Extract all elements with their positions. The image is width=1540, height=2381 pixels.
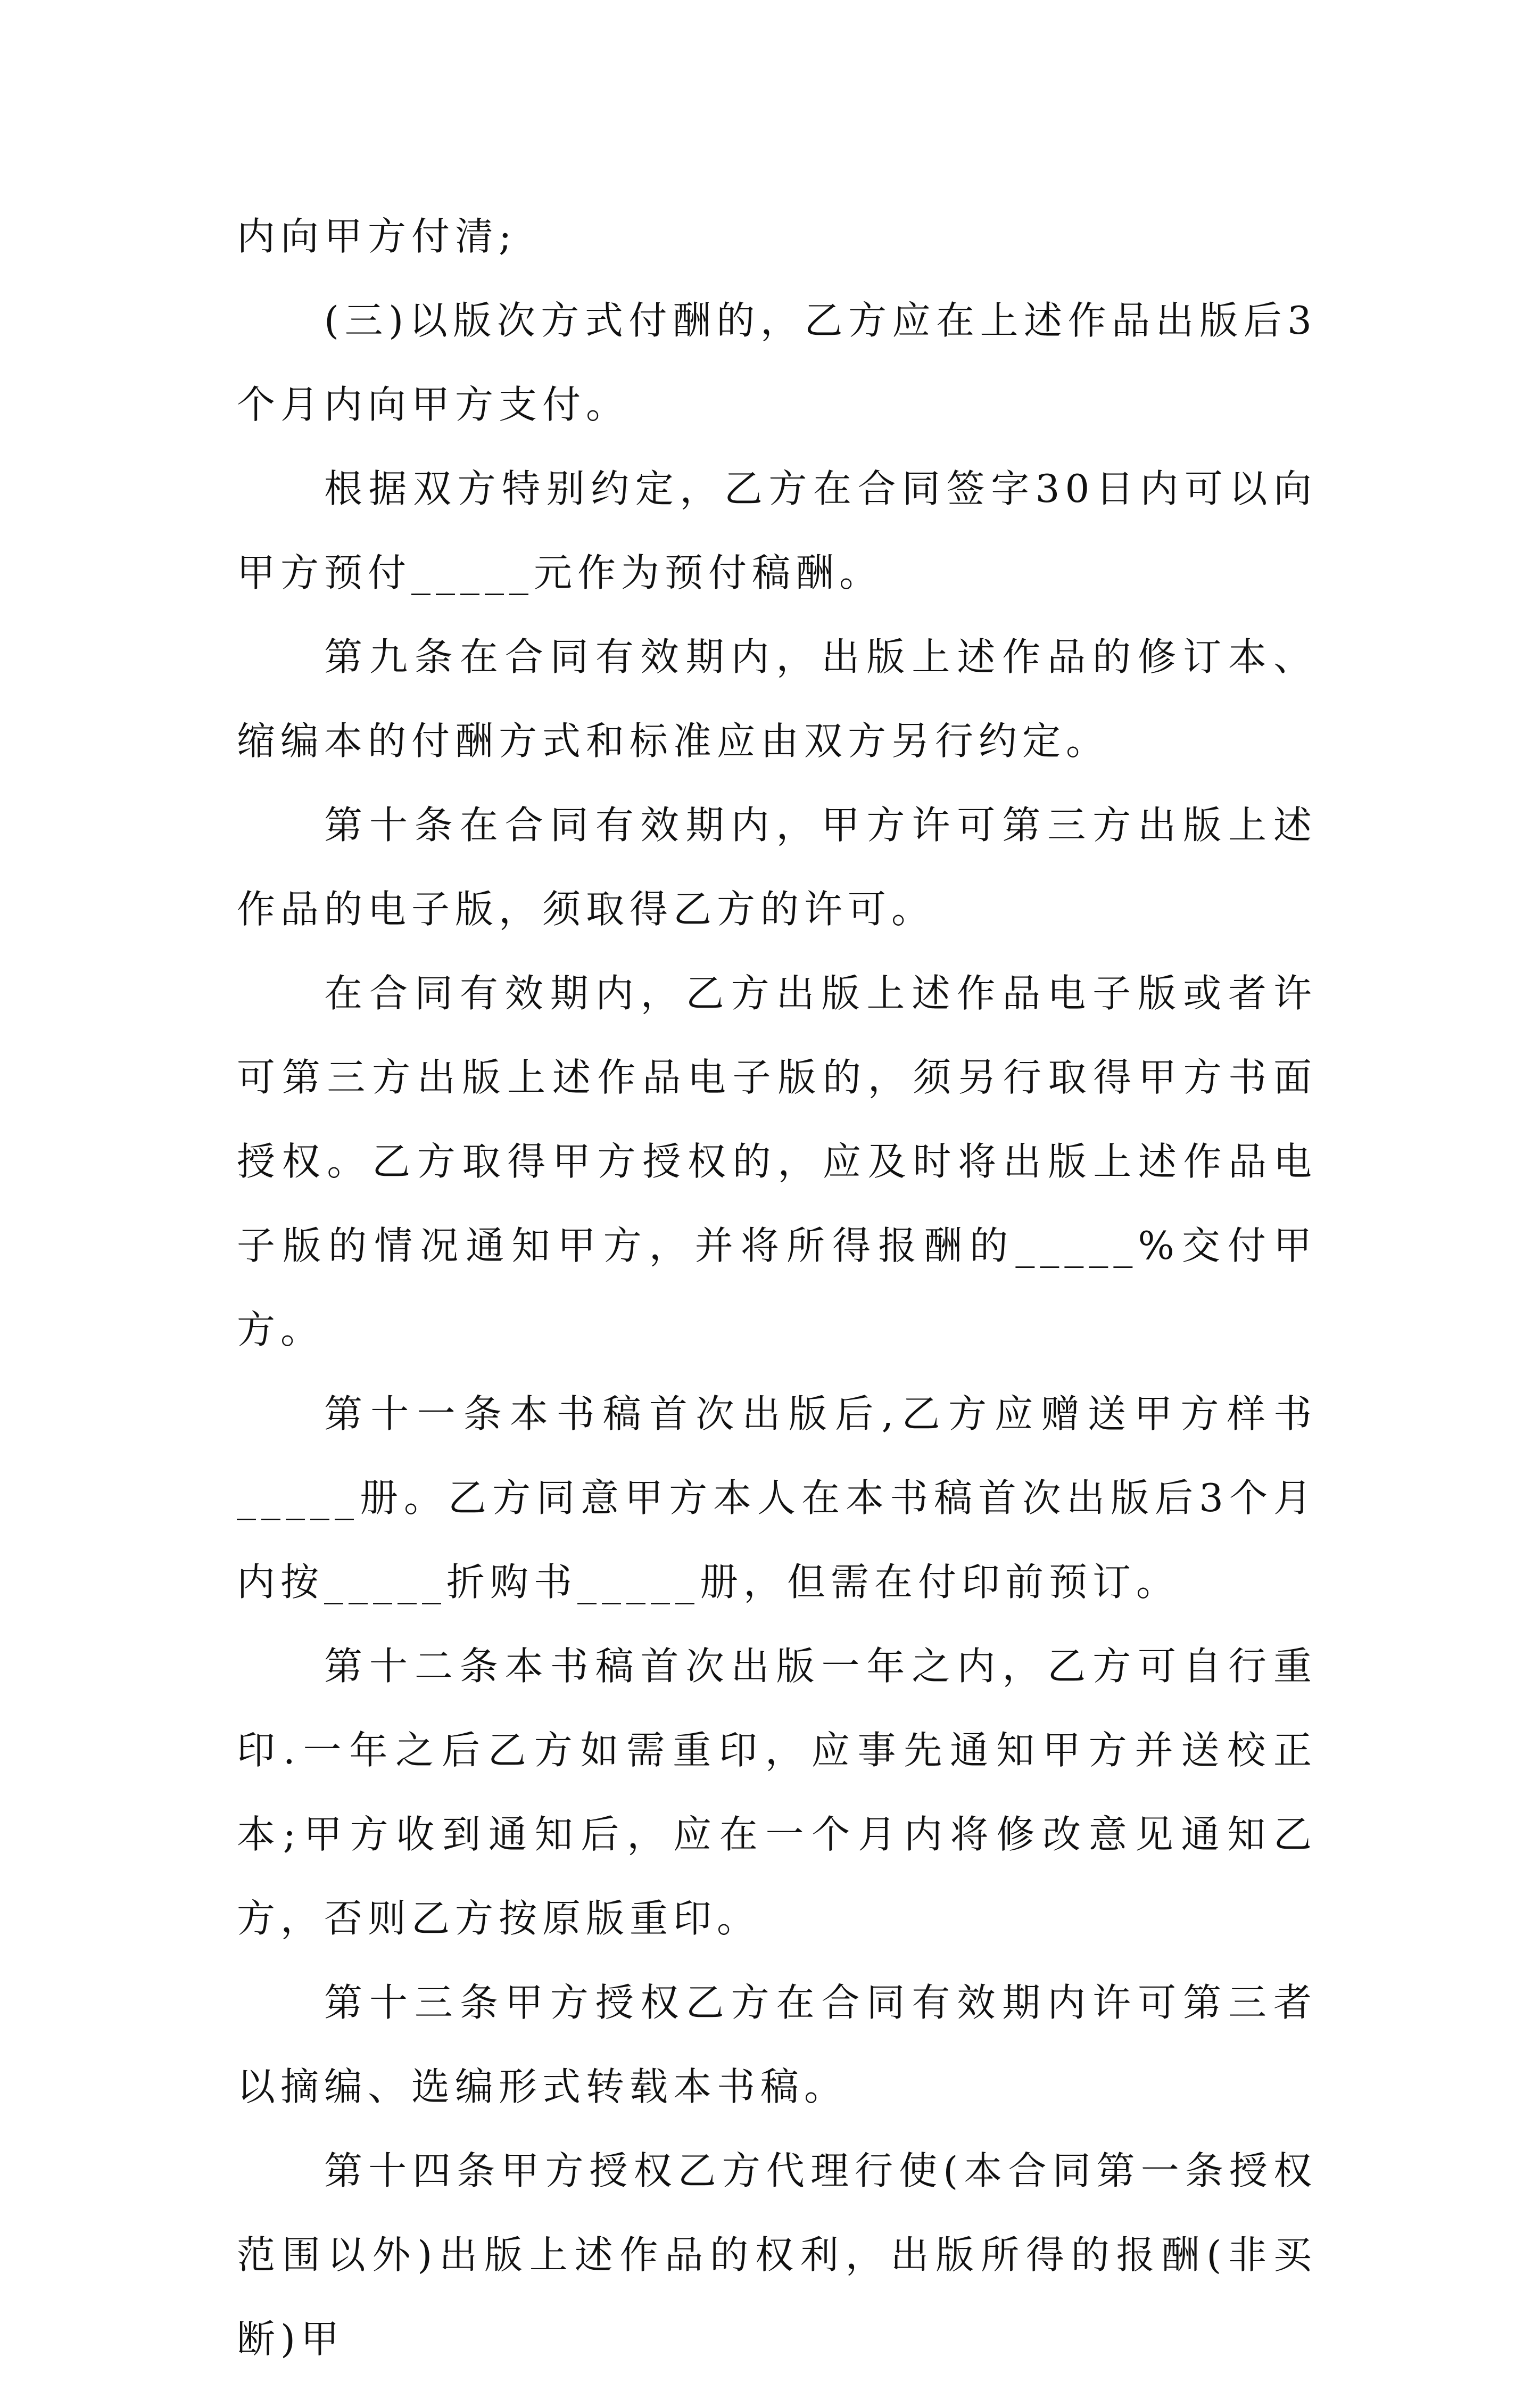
paragraph-10: 第十四条甲方授权乙方代理行使(本合同第一条授权范围以外)出版上述作品的权利，出版所得的报酬(非买断)甲 <box>237 2148 1317 2361</box>
paragraph-4: 第九条在合同有效期内，出版上述作品的修订本、缩编本的付酬方式和标准应由双方另行约定。 <box>237 635 1317 763</box>
paragraph-7: 第十一条本书稿首次出版后,乙方应赠送甲方样书_____册。乙方同意甲方本人在本书稿首次出版后3个月内按_____折购书_____册，但需在付印前预订。 <box>237 1391 1317 1604</box>
document-body <box>237 194 1317 2381</box>
paragraph-8: 第十二条本书稿首次出版一年之内，乙方可自行重印.一年之后乙方如需重印，应事先通知甲方并送校正本;甲方收到通知后，应在一个月内将修改意见通知乙方，否则乙方按原版重印。 <box>237 1644 1317 1941</box>
paragraph-1: 内向甲方付清; <box>237 214 517 259</box>
paragraph-3: 根据双方特别约定，乙方在合同签字30日内可以向甲方预付_____元作为预付稿酬。 <box>237 466 1317 595</box>
paragraph-5: 第十条在合同有效期内，甲方许可第三方出版上述作品的电子版，须取得乙方的许可。 <box>237 803 1317 932</box>
paragraph-2: (三)以版次方式付酬的，乙方应在上述作品出版后3个月内向甲方支付。 <box>237 298 1317 427</box>
paragraph-9: 第十三条甲方授权乙方在合同有效期内许可第三者以摘编、选编形式转载本书稿。 <box>237 1980 1317 2109</box>
paragraph-6: 在合同有效期内，乙方出版上述作品电子版或者许可第三方出版上述作品电子版的，须另行取得甲方书面授权。乙方取得甲方授权的，应及时将出版上述作品电子版的情况通知甲方，并将所得报酬的_____%交付甲方。 <box>237 971 1317 1352</box>
